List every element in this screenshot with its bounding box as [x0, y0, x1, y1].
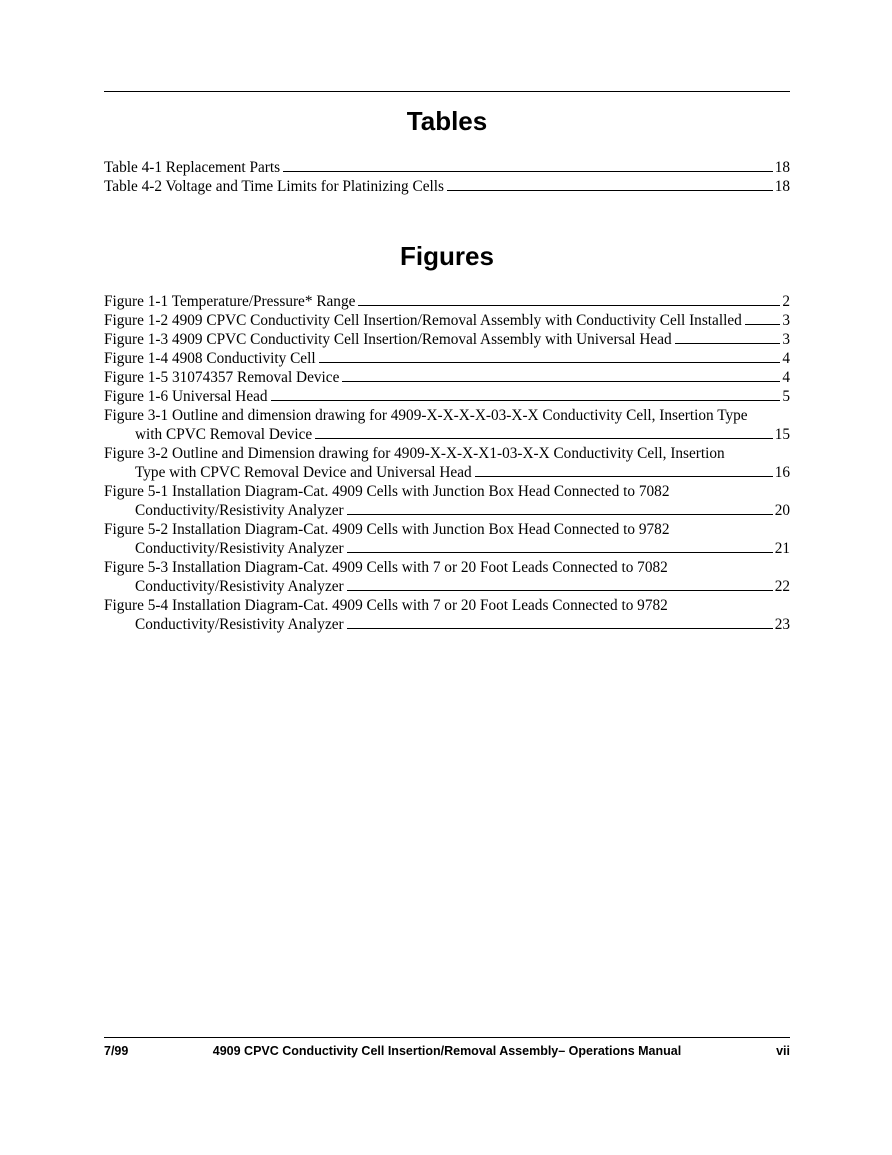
- footer-date: 7/99: [104, 1044, 129, 1058]
- table-entry-page-number: 18: [774, 159, 790, 176]
- figure-entry-text: Figure 3-1 Outline and dimension drawing for 4909-X-X-X-X-03-X-X Conductivity Cell, Insertion Type: [104, 407, 748, 424]
- table-entry-text: Table 4-2 Voltage and Time Limits for Platinizing Cells: [104, 178, 444, 195]
- figure-entry-text: Figure 5-2 Installation Diagram-Cat. 4909 Cells with Junction Box Head Connected to 9782: [104, 521, 670, 538]
- dot-leader: [745, 312, 781, 325]
- figure-entry-page-number: 2: [782, 293, 790, 310]
- dot-leader: [315, 426, 773, 439]
- figure-entry[interactable]: [104, 292, 790, 311]
- footer-page-number: vii: [776, 1044, 790, 1058]
- dot-leader: [283, 159, 773, 172]
- figure-entry-page-number: 20: [774, 502, 790, 519]
- figures-heading: Figures: [400, 241, 494, 271]
- document-page: [104, 0, 790, 1155]
- figure-entry-page-number: 5: [782, 388, 790, 405]
- figure-entry[interactable]: [104, 444, 790, 482]
- figure-entry-page-number: 16: [774, 464, 790, 481]
- tables-heading: Tables: [406, 106, 488, 136]
- figure-entry[interactable]: [104, 368, 790, 387]
- figure-entry-text: Figure 1-1 Temperature/Pressure* Range: [104, 293, 356, 310]
- figure-entry-text: Figure 5-1 Installation Diagram-Cat. 4909 Cells with Junction Box Head Connected to 7082: [104, 483, 670, 500]
- dot-leader: [319, 350, 781, 363]
- figure-entry-page-number: 4: [782, 350, 790, 367]
- figure-entry-page-number: 22: [774, 578, 790, 595]
- figure-entry[interactable]: [104, 349, 790, 368]
- figure-entry-text: Figure 1-6 Universal Head: [104, 388, 268, 405]
- figure-entry[interactable]: [104, 596, 790, 634]
- figure-entry[interactable]: [104, 387, 790, 406]
- figure-entry-text: Figure 1-4 4908 Conductivity Cell: [104, 350, 316, 367]
- tables-list: [104, 158, 790, 196]
- header-rule: [104, 91, 790, 92]
- figure-entry-page-number: 3: [782, 331, 790, 348]
- figure-entry-text: Conductivity/Resistivity Analyzer: [135, 502, 344, 519]
- table-entry[interactable]: [104, 158, 790, 177]
- figure-entry-text: Conductivity/Resistivity Analyzer: [135, 616, 344, 633]
- footer-title: 4909 CPVC Conductivity Cell Insertion/Removal Assembly– Operations Manual: [212, 1044, 682, 1058]
- table-entry-text: Table 4-1 Replacement Parts: [104, 159, 281, 176]
- figure-entry-page-number: 23: [774, 616, 790, 633]
- figure-entry[interactable]: [104, 311, 790, 330]
- figure-entry-page-number: 4: [782, 369, 790, 386]
- figure-entry-text: Conductivity/Resistivity Analyzer: [135, 578, 344, 595]
- dot-leader: [271, 388, 781, 401]
- figure-entry-text: Type with CPVC Removal Device and Universal Head: [135, 464, 472, 481]
- figure-entry-page-number: 21: [774, 540, 790, 557]
- dot-leader: [447, 178, 773, 191]
- figure-entry[interactable]: [104, 558, 790, 596]
- page-footer: [104, 1042, 790, 1060]
- figure-entry-text: Figure 5-3 Installation Diagram-Cat. 4909 Cells with 7 or 20 Foot Leads Connected to 7082: [104, 559, 668, 576]
- dot-leader: [342, 369, 780, 382]
- figure-entry[interactable]: [104, 330, 790, 349]
- figure-entry-text: Conductivity/Resistivity Analyzer: [135, 540, 344, 557]
- dot-leader: [358, 293, 780, 306]
- figures-list: [104, 292, 790, 634]
- figure-entry[interactable]: [104, 482, 790, 520]
- dot-leader: [475, 464, 773, 477]
- dot-leader: [347, 578, 773, 591]
- figure-entry-text: Figure 1-2 4909 CPVC Conductivity Cell Insertion/Removal Assembly with Conductivity Cell Installed: [104, 312, 742, 329]
- table-entry-page-number: 18: [774, 178, 790, 195]
- footer-rule: [104, 1037, 790, 1038]
- dot-leader: [347, 502, 773, 515]
- dot-leader: [347, 616, 773, 629]
- table-entry[interactable]: [104, 177, 790, 196]
- figure-entry-text: Figure 5-4 Installation Diagram-Cat. 4909 Cells with 7 or 20 Foot Leads Connected to 9782: [104, 597, 668, 614]
- figure-entry-page-number: 15: [774, 426, 790, 443]
- figure-entry-text: Figure 1-3 4909 CPVC Conductivity Cell Insertion/Removal Assembly with Universal Head: [104, 331, 672, 348]
- figure-entry-page-number: 3: [782, 312, 790, 329]
- figure-entry-text: Figure 3-2 Outline and Dimension drawing for 4909-X-X-X-X1-03-X-X Conductivity Cell, Insertion: [104, 445, 725, 462]
- figure-entry-text: with CPVC Removal Device: [135, 426, 313, 443]
- figure-entry[interactable]: [104, 406, 790, 444]
- figure-entry-text: Figure 1-5 31074357 Removal Device: [104, 369, 340, 386]
- figure-entry[interactable]: [104, 520, 790, 558]
- dot-leader: [347, 540, 773, 553]
- dot-leader: [675, 331, 781, 344]
